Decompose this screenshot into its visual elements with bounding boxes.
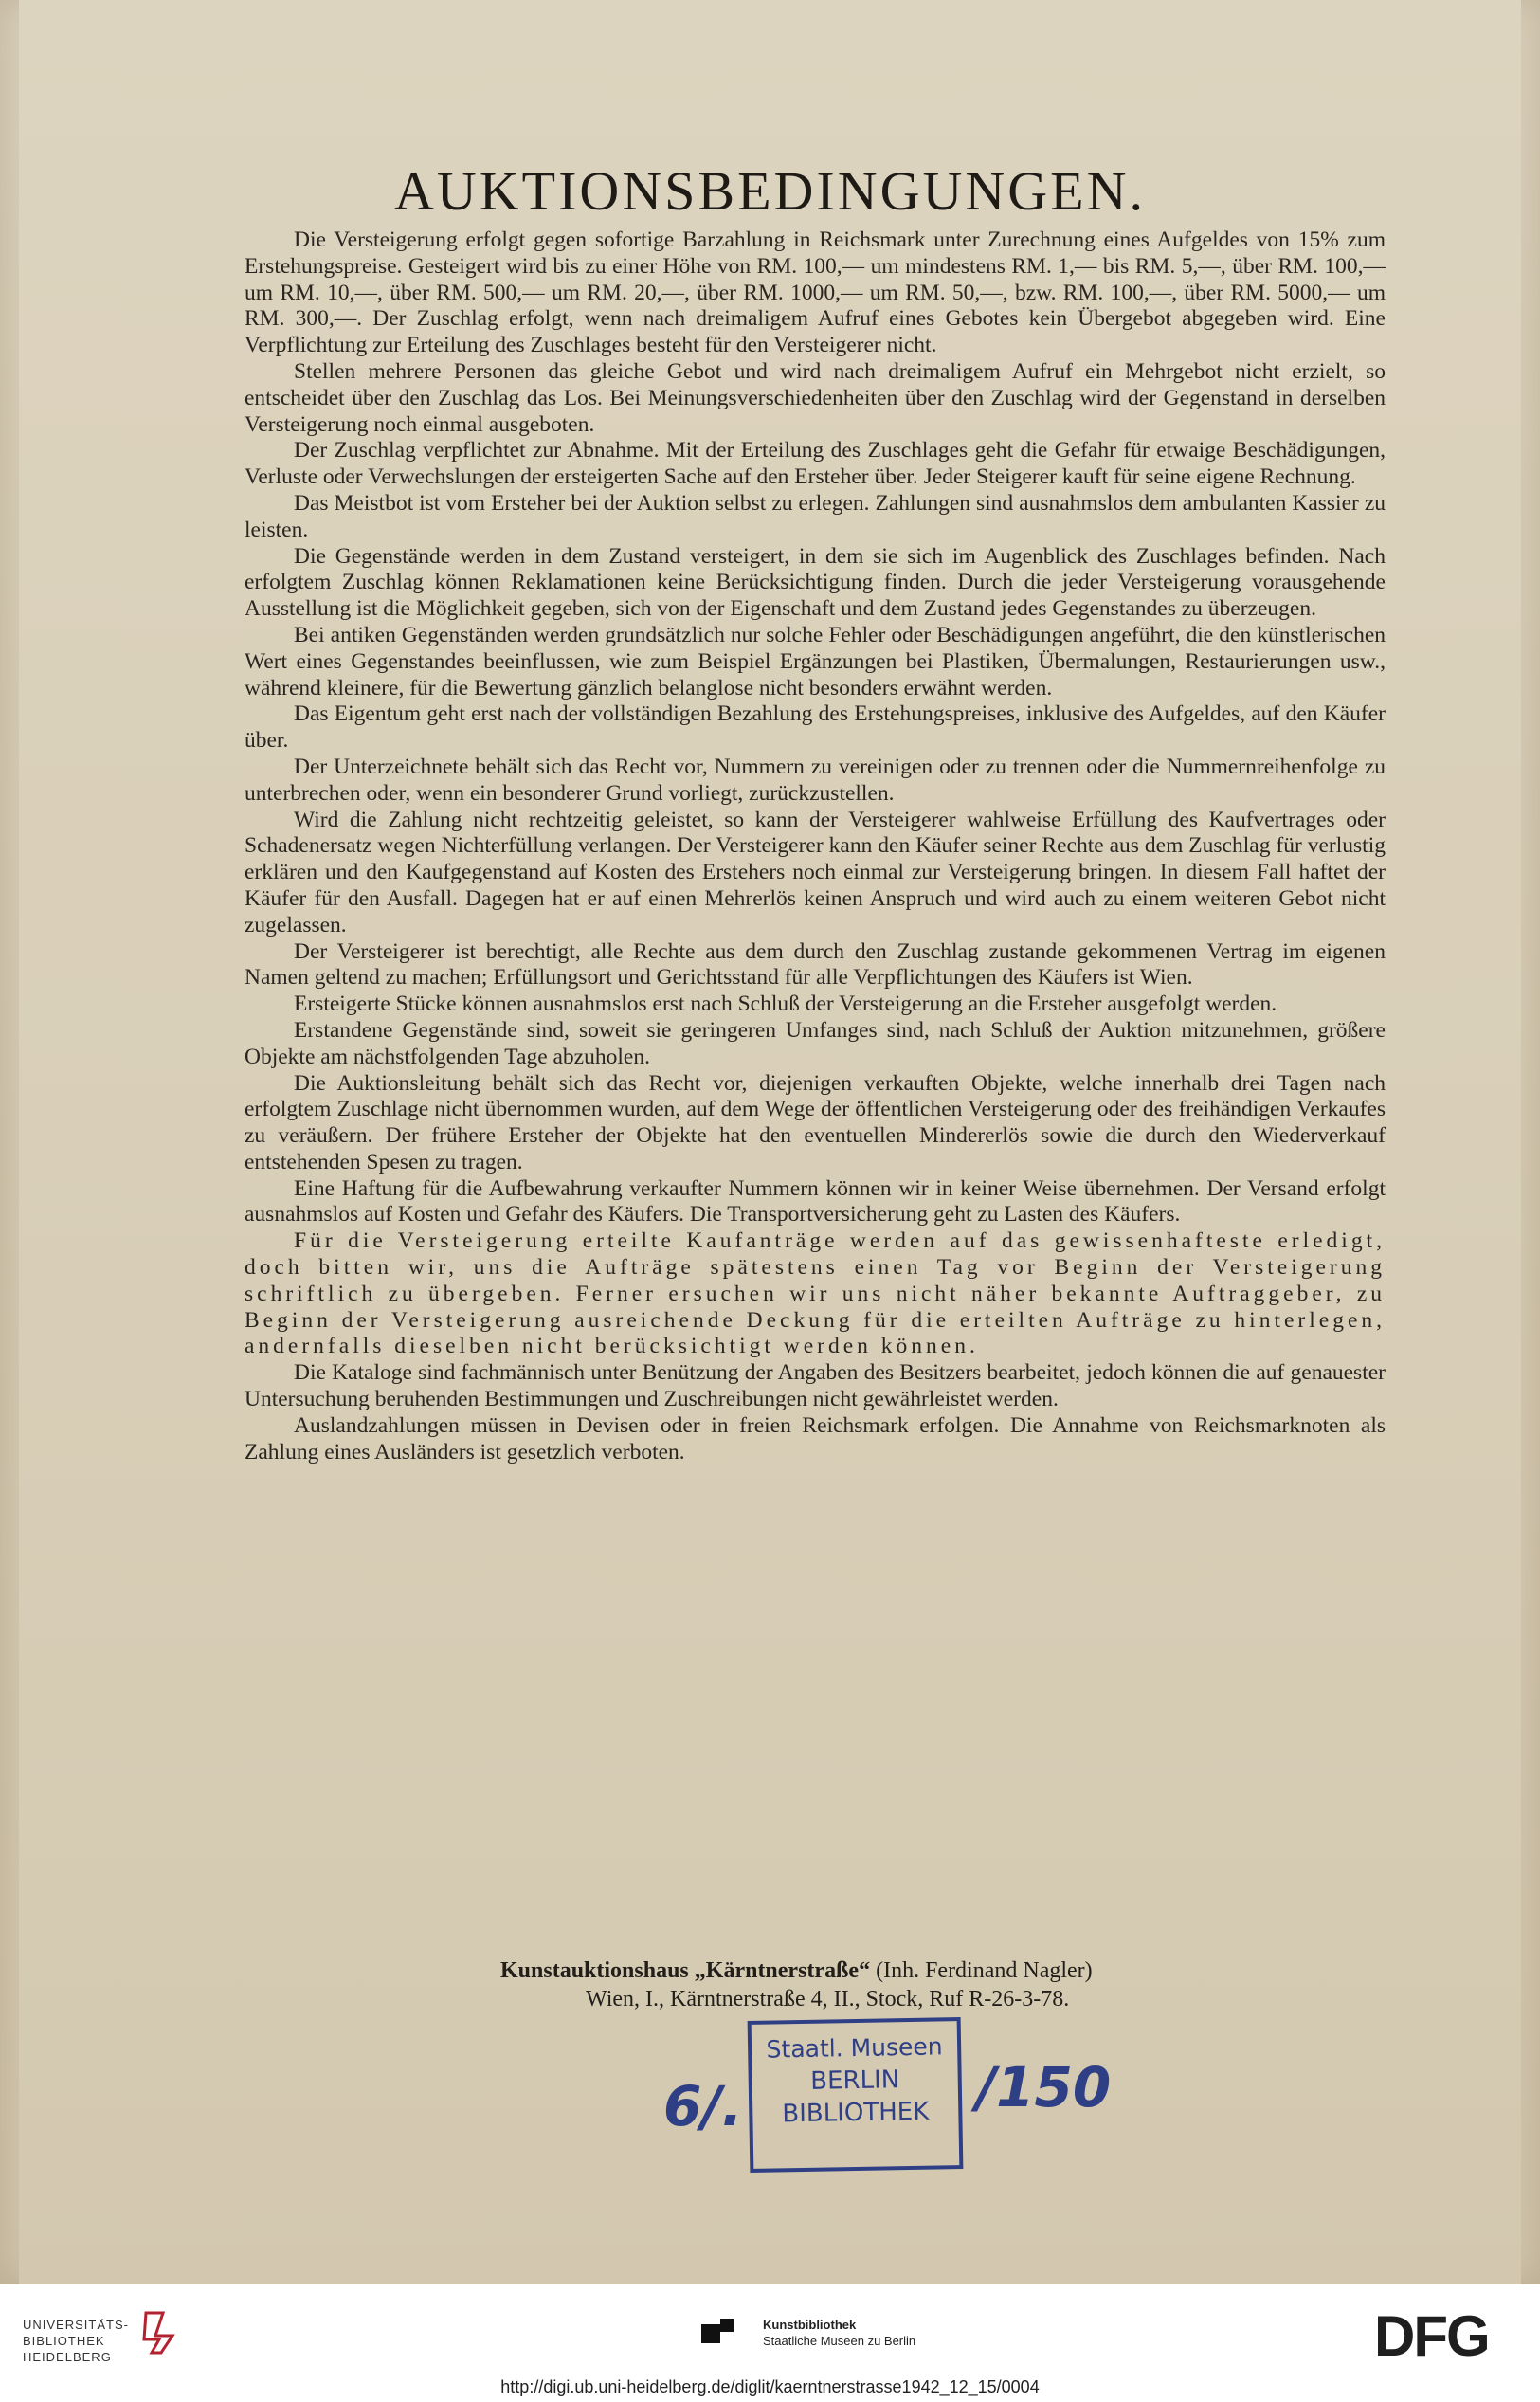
ub-logo-line: BIBLIOTHEK [23,2334,105,2348]
ub-heidelberg-logo-icon [142,2309,176,2357]
ub-logo-line: UNIVERSITÄTS- [23,2318,129,2332]
kb-subtitle: Staatliche Museen zu Berlin [763,2334,916,2348]
paragraph: Erstandene Gegenstände sind, soweit sie geringeren Umfanges sind, nach Schluß der Auktion mitzunehmen, größere Objekte am nächstfolgenden Tage abzuholen. [245,1017,1386,1069]
paragraph: Der Unterzeichnete behält sich das Recht vor, Nummern zu vereinigen oder zu trennen oder die Nummernreihenfolge zu unterbrechen oder, wenn ein besonderer Grund vorliegt, zurückzustellen. [245,754,1386,806]
paragraph: Der Versteigerer ist berechtigt, alle Rechte aus dem durch den Zuschlag zustande gekommenen Vertrag im eigenen Namen geltend zu machen; Erfüllungsort und Gerichtsstand für alle Verpflichtungen des Käufers ist Wien. [245,938,1386,991]
paragraph: Die Versteigerung erfolgt gegen sofortige Barzahlung in Reichsmark unter Zurechnung eines Aufgeldes von 15% zum Erstehungspreise. Gesteigert wird bis zu einer Höhe von RM. 100,— um mindestens RM. 1,— bis RM. 5,—, über RM. 100,— um RM. 10,—, über RM. 500,— um RM. 20,—, über RM. 1000,— um RM. 50,—, bzw. RM. 100,—, über RM. 5000,— um RM. 300,—. Der Zuschlag erfolgt, wenn nach dreimaligem Aufruf eines Gebotes kein Übergebot abgegeben wird. Eine Verpflichtung zur Erteilung des Zuschlages besteht für den Versteigerer nicht. [245,227,1386,358]
paragraph: Die Auktionsleitung behält sich das Recht vor, diejenigen verkauften Objekte, welche innerhalb drei Tagen nach erfolgtem Zuschlage nicht übernommen wurden, auf dem Wege der öffentlichen Versteigerung oder des freihändigen Verkaufes zu veräußern. Der frühere Ersteher der Objekte hat den eventuellen Mindererlös sowie die durch den Wiederverkauf entstehenden Spesen zu tragen. [245,1070,1386,1174]
signature-address: Wien, I., Kärntnerstraße 4, II., Stock, Ruf R-26-3-78. [586,1987,1070,2011]
handwritten-shelfmark-left: 6/. [663,2074,743,2138]
kunstbibliothek-logo-text [763,2317,915,2349]
paragraph: Ersteigerte Stücke können ausnahmslos erst nach Schluß der Versteigerung an die Ersteher ausgefolgt werden. [294,992,1277,1017]
dfg-logo: DFG [1374,2304,1489,2368]
auction-conditions-text [245,227,1386,1465]
paragraph: Das Eigentum geht erst nach der vollständigen Bezahlung des Erstehungspreises, inklusive des Aufgeldes, auf den Käufer über. [245,701,1386,754]
paragraph: Die Kataloge sind fachmännisch unter Benützung der Angaben des Besitzers bearbeitet, jedoch können die auf genauester Untersuchung beruhenden Bestimmungen und Zuschreibungen nicht gewährleistet werden. [245,1360,1386,1412]
paragraph: Der Zuschlag verpflichtet zur Abnahme. Mit der Erteilung des Zuschlages geht die Gefahr für etwaige Beschädigungen, Verluste oder Verwechslungen der ersteigerten Sache auf den Ersteher über. Jeder Steigerer kauft für seine eigene Rechnung. [245,438,1386,490]
kunstbibliothek-logo-icon [701,2319,734,2349]
digitization-footer [0,2284,1540,2402]
source-url[interactable]: http://digi.ub.uni-heidelberg.de/diglit/kaerntnerstrasse1942_12_15/0004 [500,2377,1040,2396]
firm-owner: (Inh. Ferdinand Nagler) [876,1958,1093,1983]
paragraph: Auslandzahlungen müssen in Devisen oder in freien Reichsmark erfolgen. Die Annahme von Reichsmarknoten als Zahlung eines Ausländers ist gesetzlich verboten. [245,1412,1386,1465]
paragraph: Die Gegenstände werden in dem Zustand versteigert, in dem sie sich im Augenblick des Zuschlages befinden. Nach erfolgtem Zuschlag können Reklamationen keine Berücksichtigung finden. Durch die jeder Versteigerung vorausgehende Ausstellung ist die Möglichkeit gegeben, sich von der Eigenschaft und dem Zustand jedes Gegenstandes zu überzeugen. [245,543,1386,622]
stamp-line-2: BERLIN [810,2065,900,2096]
ub-heidelberg-logo-text [23,2317,129,2365]
firm-name: Kunstauktionshaus „Kärntnerstraße“ [500,1958,871,1983]
paragraph: Für die Versteigerung erteilte Kaufanträge werden auf das gewissenhafteste erledigt, doch bitten wir, uns die Aufträge spätestens einen Tag vor Beginn der Versteigerung schriftlich zu übergeben. Ferner ersuchen wir uns nicht näher bekannte Auftraggeber, zu Beginn der Versteigerung ausreichende Deckung für die erteilten Aufträge zu hinterlegen, andernfalls dieselben nicht berücksichtigt werden können. [245,1228,1386,1359]
stamp-line-1: Staatl. Museen [766,2032,943,2064]
paragraph: Stellen mehrere Personen das gleiche Gebot und wird nach dreimaligem Aufruf ein Mehrgebot nicht erzielt, so entscheidet über den Zuschlag das Los. Bei Meinungsverschiedenheiten über den Zuschlag wird der Gegenstand in derselben Versteigerung noch einmal ausgeboten. [245,358,1386,437]
paragraph: Das Meistbot ist vom Ersteher bei der Auktion selbst zu erlegen. Zahlungen sind ausnahmslos dem ambulanten Kassier zu leisten. [245,490,1386,542]
document-title: AUKTIONSBEDINGUNGEN. [394,160,1146,222]
stamp-line-3: BIBLIOTHEK [782,2097,930,2129]
ub-logo-line: HEIDELBERG [23,2350,112,2364]
paragraph: Wird die Zahlung nicht rechtzeitig geleistet, so kann der Versteigerer wahlweise Erfüllung des Kaufvertrages oder Schadenersatz wegen Nichterfüllung verlangen. Der Versteigerer kann den Käufer seiner Rechte aus dem Zuschlag für verlustig erklären und den Kaufgegenstand auf Kosten des Erstehers noch einmal zur Versteigerung bringen. In diesem Fall haftet der Käufer für den Ausfall. Dagegen hat er auf einen Mehrerlös keinen Anspruch und wird auch zu einem weiteren Gebot nicht zugelassen. [245,807,1386,937]
signature-firm-line [245,1958,1540,1984]
library-stamp [748,2017,964,2173]
kb-title: Kunstbibliothek [763,2318,857,2332]
paragraph: Eine Haftung für die Aufbewahrung verkaufter Nummern können wir in keiner Weise übernehmen. Der Versand erfolgt ausnahmslos auf Kosten und Gefahr des Käufers. Die Transportversicherung geht zu Lasten des Käufers. [245,1175,1386,1228]
handwritten-shelfmark-right: /150 [976,2055,1112,2120]
paragraph: Bei antiken Gegenständen werden grundsätzlich nur solche Fehler oder Beschädigungen angeführt, die den künstlerischen Wert eines Gegenstandes beeinflussen, wie zum Beispiel Ergänzungen bei Plastiken, Übermalungen, Restaurierungen usw., während kleinere, für die Bewertung gänzlich belanglose nicht besonders erwähnt werden. [245,622,1386,701]
